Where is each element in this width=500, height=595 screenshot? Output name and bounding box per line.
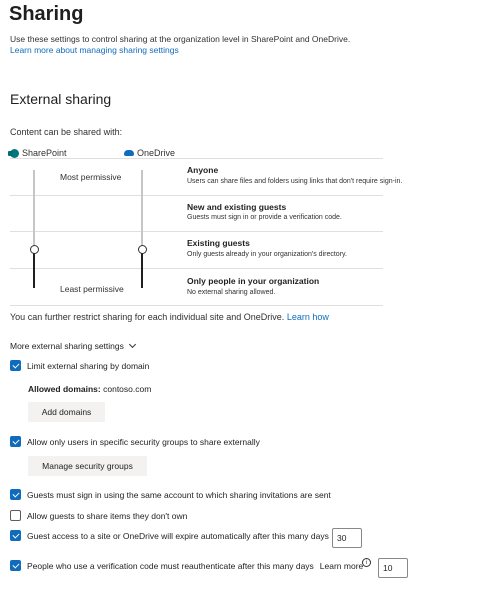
intro-text: Use these settings to control sharing at the organization level in SharePoint and OneDrive. — [10, 34, 351, 44]
level-divider — [10, 195, 383, 196]
chevron-down-icon — [129, 341, 136, 348]
level-existing-guests-title: Existing guests — [187, 238, 250, 248]
level-existing-guests-desc: Only guests already in your organization's directory. — [187, 251, 347, 258]
manage-security-groups-button[interactable]: Manage security groups — [28, 456, 147, 476]
restrict-sharing-text — [10, 312, 329, 322]
reauth-learn-more-link[interactable]: Learn more — [319, 560, 364, 571]
more-sharing-settings-label: More external sharing settings — [10, 341, 124, 351]
guest-expire-days-input[interactable] — [332, 528, 362, 548]
guest-expire-option[interactable] — [10, 530, 329, 541]
sharepoint-sharing-slider[interactable] — [29, 170, 41, 288]
slider-track — [141, 170, 143, 250]
level-anyone-title: Anyone — [187, 165, 219, 175]
level-divider — [10, 158, 383, 159]
allowed-domains-value: contoso.com — [103, 384, 152, 394]
guests-share-label: Allow guests to share items they don't own — [27, 510, 188, 521]
learn-how-link[interactable]: Learn how — [286, 312, 329, 322]
security-groups-option[interactable] — [10, 436, 260, 447]
level-new-existing-guests-desc: Guests must sign in or provide a verification code. — [187, 214, 342, 221]
same-account-label: Guests must sign in using the same account to which sharing invitations are sent — [27, 489, 331, 500]
restrict-sharing-label: You can further restrict sharing for each individual site and OneDrive. — [10, 312, 285, 322]
level-divider — [10, 268, 383, 269]
level-anyone-desc: Users can share files and folders using links that don't require sign-in. — [187, 178, 403, 185]
sharepoint-column-header — [10, 148, 67, 158]
external-sharing-heading: External sharing — [10, 91, 112, 107]
more-sharing-settings-toggle[interactable] — [10, 341, 135, 351]
level-new-existing-guests-title: New and existing guests — [187, 202, 287, 212]
level-divider — [10, 231, 383, 232]
slider-track-fill — [33, 250, 35, 288]
level-org-only-title: Only people in your organization — [187, 276, 320, 286]
sharepoint-slider-thumb[interactable] — [30, 245, 39, 254]
slider-track-fill — [141, 250, 143, 288]
same-account-checkbox[interactable] — [10, 489, 21, 500]
security-groups-checkbox[interactable] — [10, 436, 21, 447]
reauth-label: People who use a verification code must reauthenticate after this many days — [27, 560, 314, 571]
level-org-only-desc: No external sharing allowed. — [187, 289, 276, 296]
allowed-domains — [28, 384, 151, 394]
onedrive-slider-thumb[interactable] — [138, 245, 147, 254]
same-account-option[interactable] — [10, 489, 331, 500]
reauth-checkbox[interactable] — [10, 560, 21, 571]
page-title: Sharing — [9, 3, 84, 25]
content-shared-with-label: Content can be shared with: — [10, 127, 123, 137]
reauth-option[interactable] — [10, 560, 363, 571]
sharepoint-label: SharePoint — [22, 148, 67, 158]
guests-share-checkbox[interactable] — [10, 510, 21, 521]
least-permissive-label: Least permissive — [60, 284, 124, 294]
onedrive-cloud-icon — [124, 150, 134, 156]
limit-domain-label: Limit external sharing by domain — [27, 360, 150, 371]
onedrive-label: OneDrive — [137, 148, 176, 158]
onedrive-column-header — [124, 148, 175, 158]
security-groups-label: Allow only users in specific security groups to share externally — [27, 436, 260, 447]
learn-more-sharing-link[interactable]: Learn more about managing sharing settings — [10, 45, 179, 55]
allowed-domains-label: Allowed domains: — [28, 384, 101, 394]
onedrive-sharing-slider[interactable] — [137, 170, 149, 288]
limit-domain-option[interactable] — [10, 360, 149, 371]
info-icon[interactable]: i — [362, 558, 371, 567]
reauth-days-input[interactable] — [378, 558, 408, 578]
guest-expire-checkbox[interactable] — [10, 530, 21, 541]
slider-track — [33, 170, 35, 250]
sharepoint-icon — [10, 149, 19, 158]
limit-domain-checkbox[interactable] — [10, 360, 21, 371]
most-permissive-label: Most permissive — [60, 172, 122, 182]
add-domains-button[interactable]: Add domains — [28, 402, 105, 422]
guest-expire-label: Guest access to a site or OneDrive will expire automatically after this many days — [27, 530, 329, 541]
guests-share-option[interactable] — [10, 510, 187, 521]
level-divider — [10, 305, 383, 306]
